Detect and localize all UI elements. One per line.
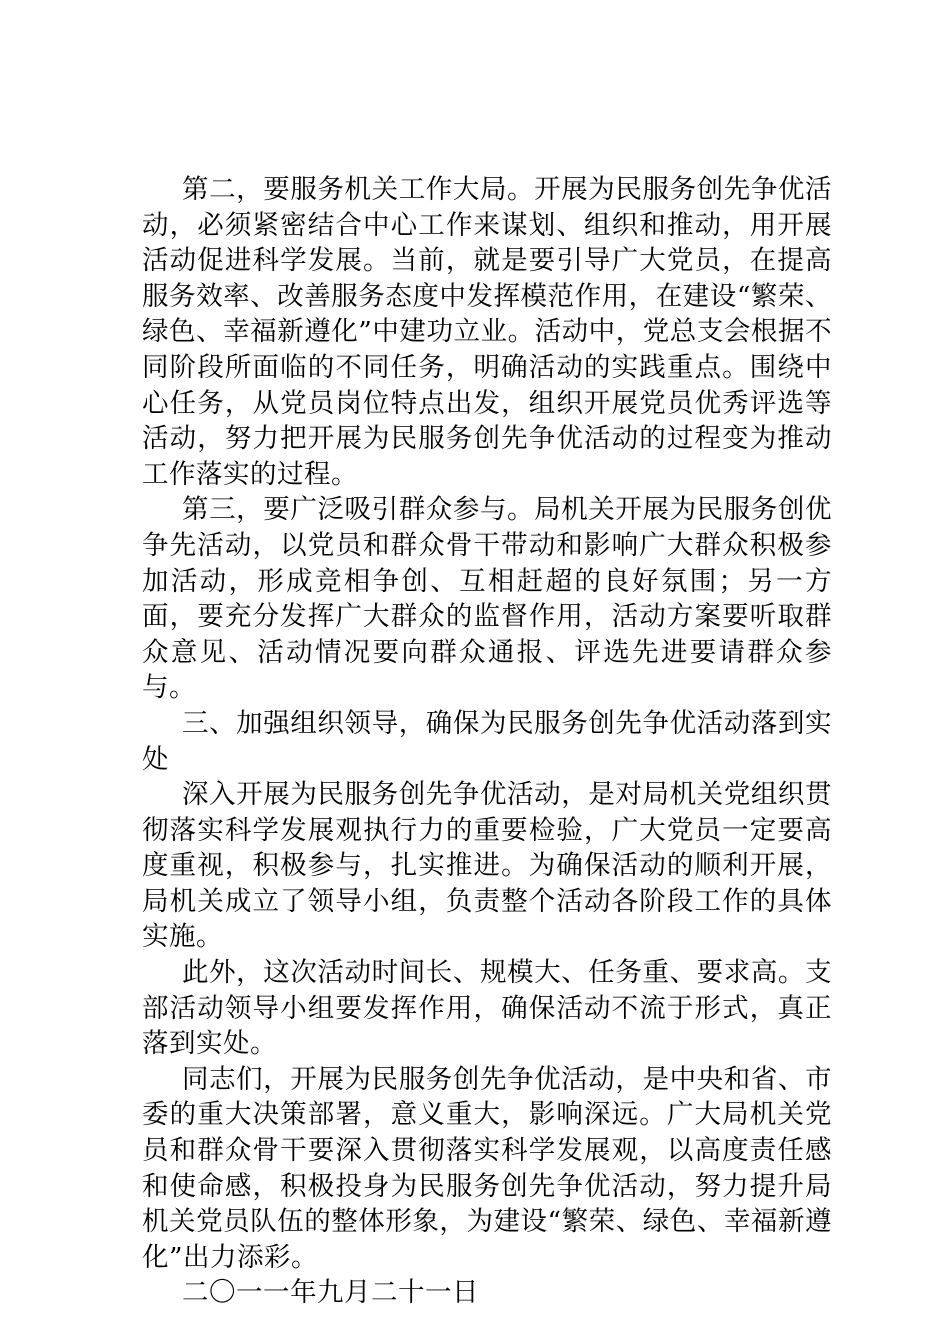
paragraph-comrades: 同志们，开展为民服务创先争优活动，是中央和省、市委的重大决策部署，意义重大，影响深远。广大局机关党员和群众骨干要深入贯彻落实科学发展观，以高度责任感和使命感，积极投身为民服务创先争优活动，努力提升局机关党员队伍的整体形象，为建设“繁荣、绿色、幸福新遵化”出力添彩。 xyxy=(142,1063,832,1273)
paragraph-deepen-activity: 深入开展为民服务创先争优活动，是对局机关党组织贯彻落实科学发展观执行力的重要检验，广大党员一定要高度重视，积极参与，扎实推进。为确保活动的顺利开展，局机关成立了领导小组，负责整个活动各阶段工作的具体实施。 xyxy=(142,779,832,953)
section-heading-three: 三、加强组织领导，确保为民服务创先争优活动落到实处 xyxy=(142,707,832,775)
document-date: 二〇一一年九月二十一日 xyxy=(182,1277,479,1309)
paragraph-second-point: 第二，要服务机关工作大局。开展为民服务创先争优活动，必须紧密结合中心工作来谋划、组织和推动，用开展活动促进科学发展。当前，就是要引导广大党员，在提高服务效率、改善服务态度中发挥模范作用，在建设“繁荣、绿色、幸福新遵化”中建功立业。活动中，党总支会根据不同阶段所面临的不同任务，明确活动的实践重点。围绕中心任务，从党员岗位特点出发，组织开展党员优秀评选等活动，努力把开展为民服务创先争优活动的过程变为推动工作落实的过程。 xyxy=(142,174,832,490)
paragraph-third-point: 第三，要广泛吸引群众参与。局机关开展为民服务创优争先活动，以党员和群众骨干带动和影响广大群众积极参加活动，形成竞相争创、互相赶超的良好氛围；另一方面，要充分发挥广大群众的监督作用，活动方案要听取群众意见、活动情况要向群众通报、评选先进要请群众参与。 xyxy=(142,494,832,704)
document-body xyxy=(142,172,832,1311)
paragraph-additionally: 此外，这次活动时间长、规模大、任务重、要求高。支部活动领导小组要发挥作用，确保活动不流于形式，真正落到实处。 xyxy=(142,957,832,1060)
